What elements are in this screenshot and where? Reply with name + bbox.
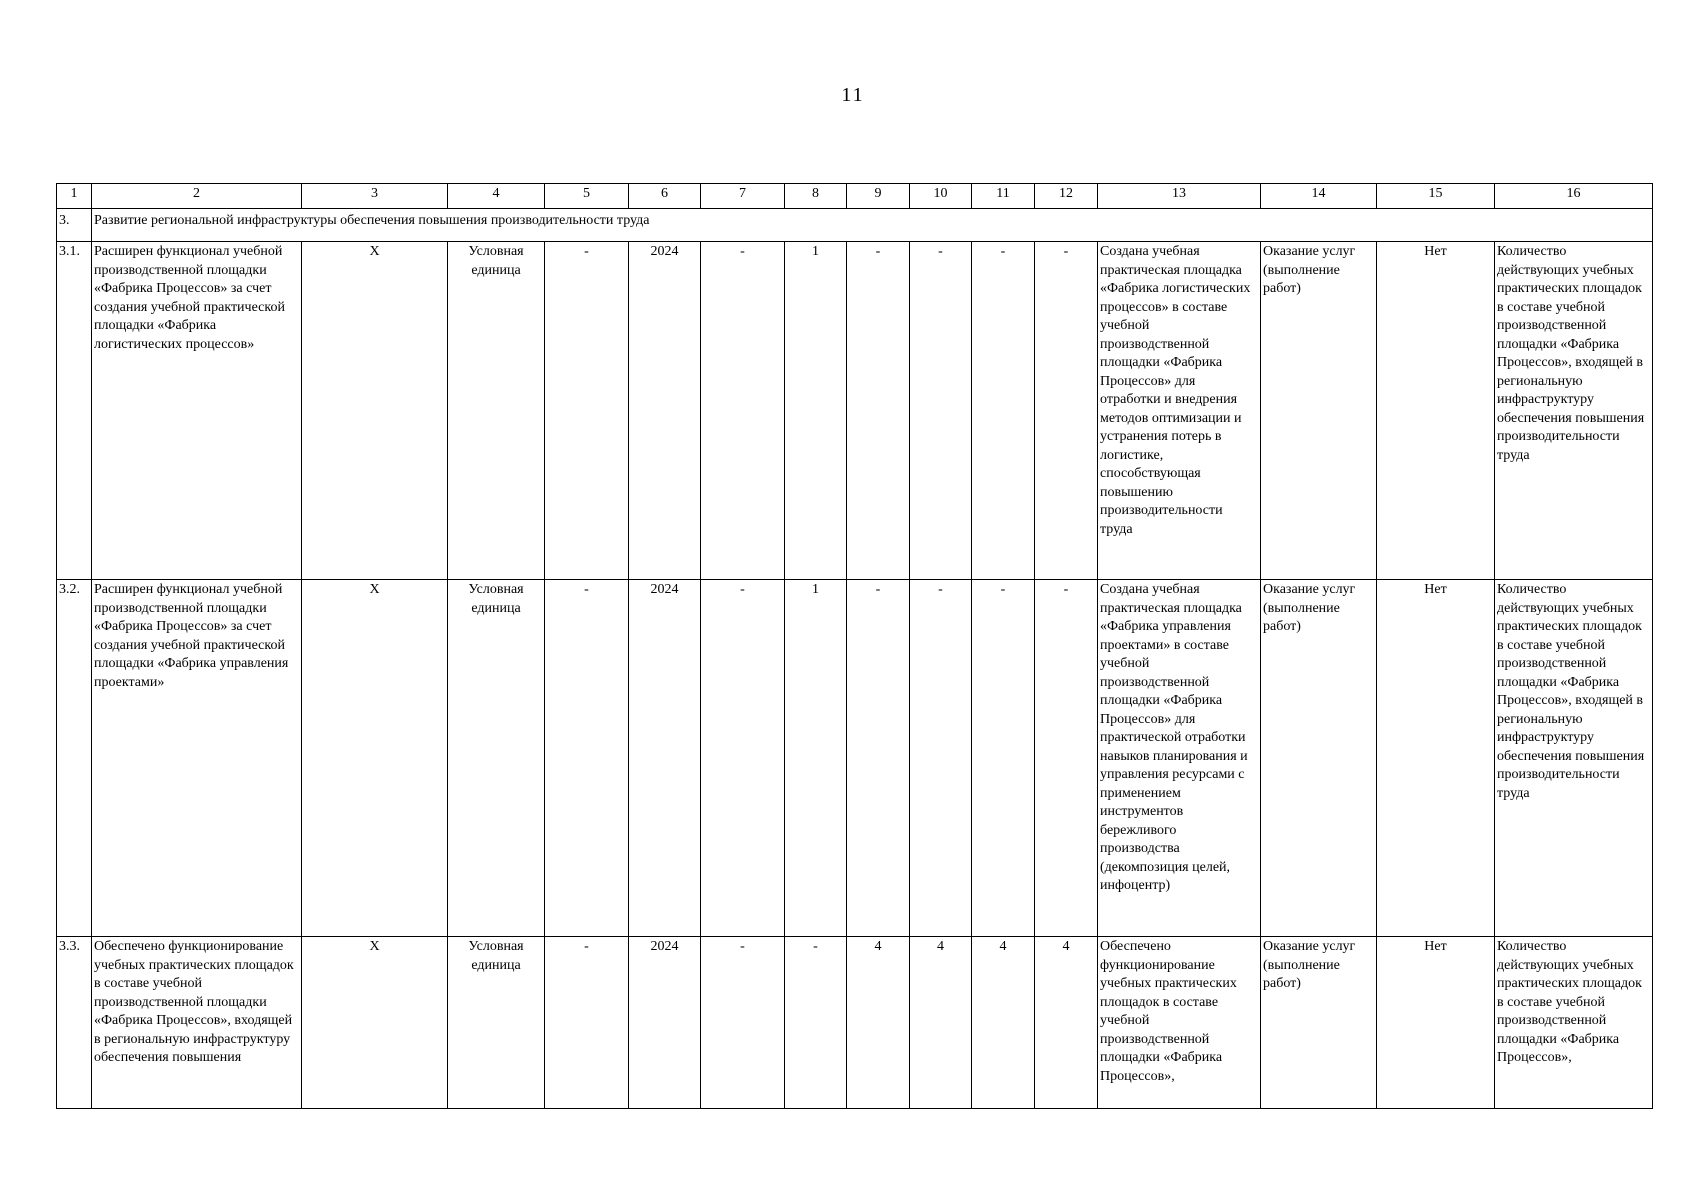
page-number: 11: [841, 84, 865, 106]
cell-col9: -: [847, 580, 910, 937]
result-name: Обеспечено функционирование учебных практических площадок в составе учебной производственной площадки «Фабрика Процессов», входящей в региональную инфраструктуру обеспечения повышения: [92, 937, 302, 1109]
cell-col11: 4: [972, 937, 1035, 1109]
column-number: 13: [1098, 184, 1261, 209]
indicator-cell: Количество действующих учебных практических площадок в составе учебной производственной площадки «Фабрика Процессов», входящей в региональную инфраструктуру обеспечения повышения производительности труда: [1495, 580, 1653, 937]
indicator-cell: Количество действующих учебных практических площадок в составе учебной производственной площадки «Фабрика Процессов»,: [1495, 937, 1653, 1109]
column-number: 2: [92, 184, 302, 209]
column-number-row: [57, 184, 1653, 209]
result-description: Создана учебная практическая площадка «Фабрика логистических процессов» в составе учебной производственной площадки «Фабрика Процессов» для отработки и внедрения методов оптимизации и устранения потерь в логистике, способствующая повышению производительности труда: [1098, 242, 1261, 580]
column-number: 12: [1035, 184, 1098, 209]
cell-col5: -: [545, 580, 629, 937]
unit-cell: Условная единица: [448, 242, 545, 580]
cell-col5: -: [545, 242, 629, 580]
cell-col15: Нет: [1377, 937, 1495, 1109]
cell-col8: 1: [785, 242, 847, 580]
section-number: 3.: [57, 209, 92, 242]
column-number: 15: [1377, 184, 1495, 209]
cell-col8: 1: [785, 580, 847, 937]
column-number: 5: [545, 184, 629, 209]
indicator-cell: Количество действующих учебных практических площадок в составе учебной производственной площадки «Фабрика Процессов», входящей в региональную инфраструктуру обеспечения повышения производительности труда: [1495, 242, 1653, 580]
cell-col3: Х: [302, 242, 448, 580]
row-number: 3.1.: [57, 242, 92, 580]
section-row: [57, 209, 1653, 242]
year-cell: 2024: [629, 242, 701, 580]
cell-col15: Нет: [1377, 580, 1495, 937]
plan-table: [56, 183, 1653, 1109]
cell-col11: -: [972, 580, 1035, 937]
column-number: 10: [910, 184, 972, 209]
result-description: Создана учебная практическая площадка «Фабрика управления проектами» в составе учебной производственной площадки «Фабрика Процессов» для практической отработки навыков планирования и управления ресурсами с применением инструментов бережливого производства (декомпозиция целей, инфоцентр): [1098, 580, 1261, 937]
year-cell: 2024: [629, 937, 701, 1109]
result-type: Оказание услуг (выполнение работ): [1261, 580, 1377, 937]
table-row: [57, 580, 1653, 937]
table-row: [57, 242, 1653, 580]
result-name: Расширен функционал учебной производственной площадки «Фабрика Процессов» за счет создания учебной практической площадки «Фабрика управления проектами»: [92, 580, 302, 937]
cell-col10: -: [910, 242, 972, 580]
cell-col15: Нет: [1377, 242, 1495, 580]
table-row: [57, 937, 1653, 1109]
unit-cell: Условная единица: [448, 937, 545, 1109]
row-number: 3.2.: [57, 580, 92, 937]
cell-col7: -: [701, 937, 785, 1109]
year-cell: 2024: [629, 580, 701, 937]
cell-col5: -: [545, 937, 629, 1109]
result-name: Расширен функционал учебной производственной площадки «Фабрика Процессов» за счет создания учебной практической площадки «Фабрика логистических процессов»: [92, 242, 302, 580]
cell-col3: Х: [302, 580, 448, 937]
row-number: 3.3.: [57, 937, 92, 1109]
cell-col10: 4: [910, 937, 972, 1109]
column-number: 4: [448, 184, 545, 209]
column-number: 11: [972, 184, 1035, 209]
cell-col12: 4: [1035, 937, 1098, 1109]
result-type: Оказание услуг (выполнение работ): [1261, 242, 1377, 580]
unit-cell: Условная единица: [448, 580, 545, 937]
cell-col9: 4: [847, 937, 910, 1109]
result-type: Оказание услуг (выполнение работ): [1261, 937, 1377, 1109]
column-number: 3: [302, 184, 448, 209]
column-number: 8: [785, 184, 847, 209]
column-number: 7: [701, 184, 785, 209]
cell-col12: -: [1035, 580, 1098, 937]
section-title: Развитие региональной инфраструктуры обеспечения повышения производительности труда: [92, 209, 1653, 242]
column-number: 14: [1261, 184, 1377, 209]
column-number: 9: [847, 184, 910, 209]
cell-col8: -: [785, 937, 847, 1109]
cell-col10: -: [910, 580, 972, 937]
column-number: 1: [57, 184, 92, 209]
cell-col3: Х: [302, 937, 448, 1109]
cell-col9: -: [847, 242, 910, 580]
cell-col12: -: [1035, 242, 1098, 580]
cell-col11: -: [972, 242, 1035, 580]
result-description: Обеспечено функционирование учебных практических площадок в составе учебной производственной площадки «Фабрика Процессов»,: [1098, 937, 1261, 1109]
column-number: 6: [629, 184, 701, 209]
cell-col7: -: [701, 242, 785, 580]
cell-col7: -: [701, 580, 785, 937]
column-number: 16: [1495, 184, 1653, 209]
